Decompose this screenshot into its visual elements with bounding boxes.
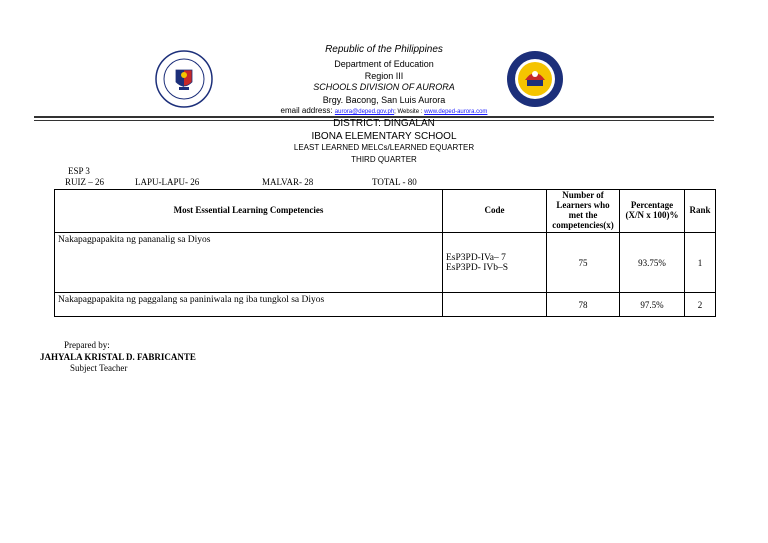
signatory-name: JAHYALA KRISTAL D. FABRICANTE bbox=[40, 352, 196, 362]
contact-line bbox=[0, 106, 768, 115]
website-link[interactable]: www.deped-aurora.com bbox=[424, 109, 488, 115]
rank-cell: 2 bbox=[685, 293, 716, 317]
header-rank: Rank bbox=[685, 190, 716, 233]
total-learners: TOTAL - 80 bbox=[372, 177, 417, 187]
email-link[interactable]: aurora@deped.gov.ph bbox=[334, 109, 395, 115]
school-name: IBONA ELEMENTARY SCHOOL bbox=[311, 131, 457, 142]
header-code: Code bbox=[443, 190, 547, 233]
percentage-cell: 93.75% bbox=[620, 233, 685, 293]
section-malvar: MALVAR- 28 bbox=[262, 177, 314, 187]
code-line: EsP3PD-IVa– 7 bbox=[446, 252, 506, 263]
email-label: email address: bbox=[280, 106, 335, 115]
quarter-line: THIRD QUARTER bbox=[351, 155, 417, 164]
code-cell bbox=[443, 233, 547, 293]
website-label: ; Website : bbox=[394, 109, 425, 115]
table-row bbox=[55, 293, 716, 317]
address-line: Brgy. Bacong, San Luis Aurora bbox=[322, 95, 446, 105]
subject-label: ESP 3 bbox=[68, 166, 90, 176]
competency-cell: Nakapagpapakita ng pananalig sa Diyos bbox=[55, 233, 443, 293]
section-lapu-lapu: LAPU-LAPU- 26 bbox=[135, 177, 200, 187]
district-line: DISTRICT: DINGALAN bbox=[333, 118, 435, 129]
region-line: Region III bbox=[364, 71, 404, 81]
prepared-by-label: Prepared by: bbox=[64, 340, 110, 350]
rank-cell: 1 bbox=[685, 233, 716, 293]
header-competency: Most Essential Learning Competencies bbox=[55, 190, 443, 233]
division-line: SCHOOLS DIVISION OF AURORA bbox=[313, 82, 455, 92]
table-header-row bbox=[55, 190, 716, 233]
code-cell bbox=[443, 293, 547, 317]
header-learners: Number of Learners who met the competencies(x) bbox=[547, 190, 620, 233]
table-row bbox=[55, 233, 716, 293]
report-title: LEAST LEARNED MELCs/LEARNED EQUARTER bbox=[293, 143, 475, 152]
header-percentage: Percentage (X/N x 100)% bbox=[620, 190, 685, 233]
code-line: EsP3PD- IVb–S bbox=[446, 262, 509, 273]
republic-line: Republic of the Philippines bbox=[325, 44, 443, 55]
department-line: Department of Education bbox=[334, 59, 434, 69]
competency-cell: Nakapagpapakita ng paggalang sa paniniwala ng iba tungkol sa Diyos bbox=[55, 293, 443, 317]
learners-cell: 75 bbox=[547, 233, 620, 293]
section-ruiz: RUIZ – 26 bbox=[65, 177, 104, 187]
learners-cell: 78 bbox=[547, 293, 620, 317]
competency-table bbox=[54, 189, 716, 317]
percentage-cell: 97.5% bbox=[620, 293, 685, 317]
signatory-title: Subject Teacher bbox=[70, 363, 128, 373]
